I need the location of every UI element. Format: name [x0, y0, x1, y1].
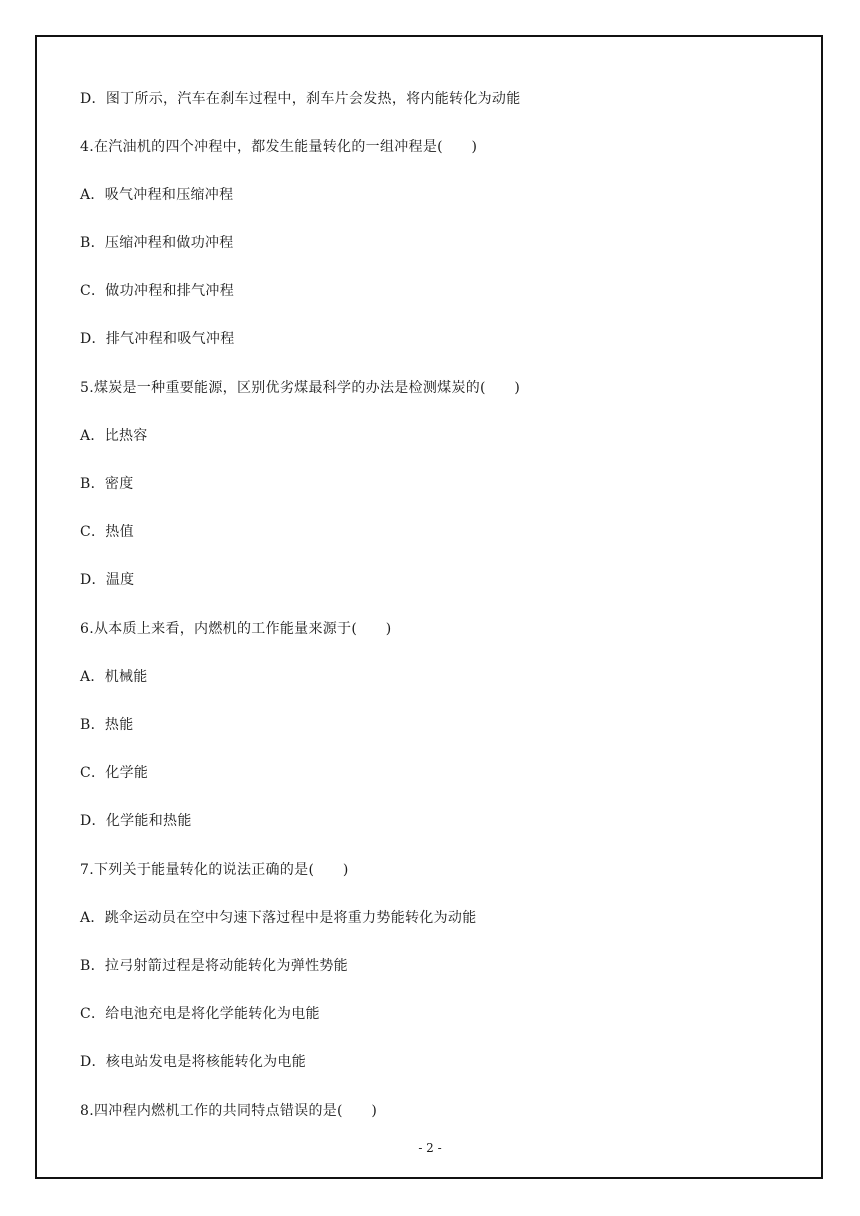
option-c-q7: C．给电池充电是将化学能转化为电能	[80, 1006, 320, 1022]
question-6: 6.从本质上来看，内燃机的工作能量来源于( )	[80, 621, 392, 637]
page-number: - 2 -	[418, 1141, 442, 1155]
option-d-q3: D．图丁所示，汽车在刹车过程中，刹车片会发热，将内能转化为动能	[80, 91, 521, 107]
option-d-q6: D．化学能和热能	[80, 813, 192, 829]
question-8: 8.四冲程内燃机工作的共同特点错误的是( )	[80, 1103, 378, 1119]
option-b-q4: B．压缩冲程和做功冲程	[80, 235, 234, 251]
question-4: 4.在汽油机的四个冲程中，都发生能量转化的一组冲程是( )	[80, 139, 478, 155]
option-d-q7: D．核电站发电是将核能转化为电能	[80, 1054, 307, 1070]
option-d-q5: D．温度	[80, 572, 135, 588]
option-b-q5: B．密度	[80, 476, 134, 492]
option-c-q5: C．热值	[80, 524, 134, 540]
option-a-q6: A．机械能	[80, 669, 148, 685]
option-c-q6: C．化学能	[80, 765, 149, 781]
option-c-q4: C．做功冲程和排气冲程	[80, 283, 235, 299]
option-d-q4: D．排气冲程和吸气冲程	[80, 331, 235, 347]
option-a-q5: A．比热容	[80, 428, 148, 444]
question-5: 5.煤炭是一种重要能源，区别优劣煤最科学的办法是检测煤炭的( )	[80, 380, 521, 396]
option-b-q7: B．拉弓射箭过程是将动能转化为弹性势能	[80, 958, 348, 974]
option-b-q6: B．热能	[80, 717, 134, 733]
question-7: 7.下列关于能量转化的说法正确的是( )	[80, 862, 349, 878]
option-a-q7: A．跳伞运动员在空中匀速下落过程中是将重力势能转化为动能	[80, 910, 477, 926]
option-a-q4: A．吸气冲程和压缩冲程	[80, 187, 234, 203]
